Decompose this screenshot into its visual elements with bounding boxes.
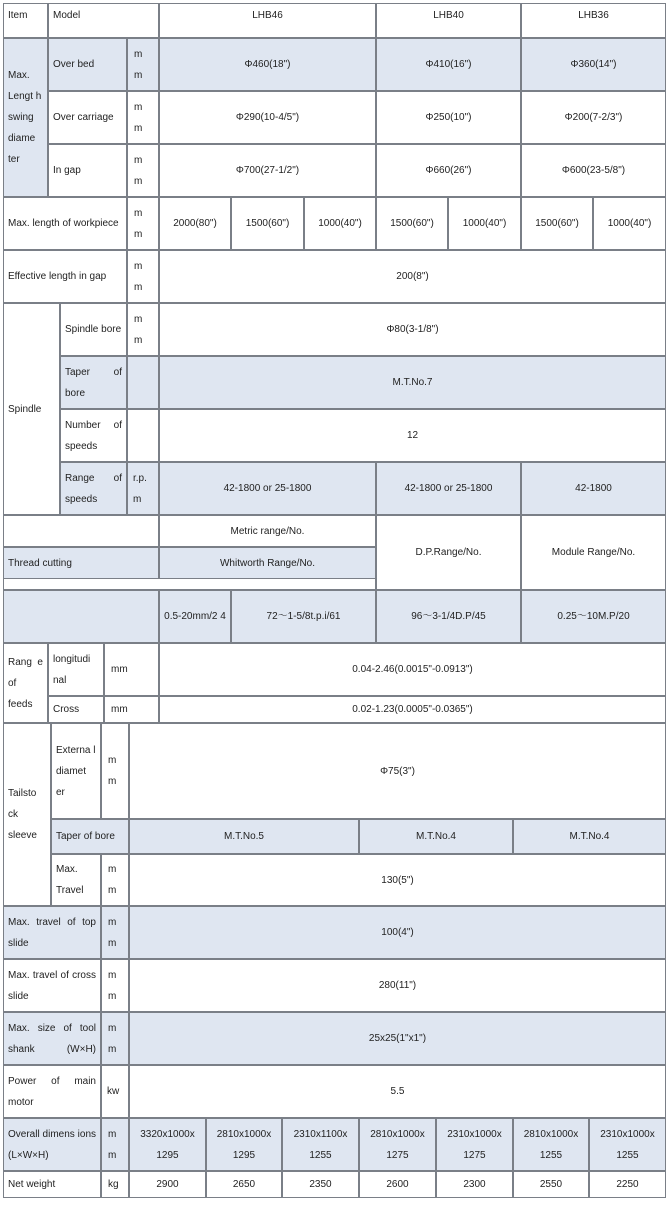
weight-val: 2900 [129, 1171, 206, 1198]
thread-module-label: Module Range/No. [521, 515, 666, 590]
feeds-long-label: longitudi nal [48, 643, 104, 696]
over-bed-lhb46: Φ460(18") [159, 38, 376, 91]
thread-whitworth-val: 72～1-5/8t.p.i/61 [231, 590, 376, 643]
swing-label: Max. Lengt h swing diame ter [3, 38, 48, 197]
tailstock-taper-label: Taper of bore [51, 819, 129, 854]
workpiece-unit: m m [127, 197, 159, 250]
spindle-range-lhb36: 42-1800 [521, 462, 666, 515]
tailstock-travel-label: Max. Travel [51, 854, 101, 906]
spindle-range-unit: r.p. m [127, 462, 159, 515]
spindle-range-lhb46: 42-1800 or 25-1800 [159, 462, 376, 515]
weight-val: 2300 [436, 1171, 513, 1198]
in-gap-unit: m m [127, 144, 159, 197]
over-carriage-lhb46: Φ290(10-4/5") [159, 91, 376, 144]
weight-val: 2650 [206, 1171, 282, 1198]
thread-dp-val: 96～3-1/4D.P/45 [376, 590, 521, 643]
dims-val: 3320x1000x 1295 [129, 1118, 206, 1171]
header-model: Model [48, 3, 159, 38]
workpiece-val: 1500(60") [376, 197, 448, 250]
header-lhb36: LHB36 [521, 3, 666, 38]
cross-slide-unit: m m [101, 959, 129, 1012]
over-carriage-lhb36: Φ200(7-2/3") [521, 91, 666, 144]
feeds-cross-val: 0.02-1.23(0.0005"-0.0365") [159, 696, 666, 723]
over-carriage-label: Over carriage [48, 91, 127, 144]
motor-label: Power of main motor [3, 1065, 101, 1118]
spindle-taper-unit [127, 356, 159, 409]
feeds-long-val: 0.04-2.46(0.0015"-0.0913") [159, 643, 666, 696]
gap-length-val: 200(8") [159, 250, 666, 303]
spindle-speeds-val: 12 [159, 409, 666, 462]
tailstock-label: Tailsto ck sleeve [3, 723, 51, 906]
thread-cutting-label: Thread cutting [3, 547, 159, 579]
workpiece-val: 1500(60") [231, 197, 304, 250]
dims-val: 2310x1000x 1255 [589, 1118, 666, 1171]
feeds-label: Rang e of feeds [3, 643, 48, 723]
thread-dp-label: D.P.Range/No. [376, 515, 521, 590]
spindle-taper-label: Taper of bore [60, 356, 127, 409]
dims-label: Overall dimens ions (L×W×H) [3, 1118, 101, 1171]
spindle-range-lhb40: 42-1800 or 25-1800 [376, 462, 521, 515]
over-carriage-unit: m m [127, 91, 159, 144]
top-slide-val: 100(4") [129, 906, 666, 959]
in-gap-lhb40: Φ660(26") [376, 144, 521, 197]
motor-unit: kw [101, 1065, 129, 1118]
spindle-label: Spindle [3, 303, 60, 515]
tailstock-taper-lhb46: M.T.No.5 [129, 819, 359, 854]
tailstock-ext-label: Externa l diamet er [51, 723, 101, 819]
thread-metric-val: 0.5-20mm/2 4 [159, 590, 231, 643]
feeds-cross-label: Cross [48, 696, 104, 723]
workpiece-val: 1000(40") [448, 197, 521, 250]
cross-slide-val: 280(11") [129, 959, 666, 1012]
dims-val: 2810x1000x 1275 [359, 1118, 436, 1171]
workpiece-val: 2000(80") [159, 197, 231, 250]
spindle-range-label: Range of speeds [60, 462, 127, 515]
header-lhb40: LHB40 [376, 3, 521, 38]
over-bed-unit: m m [127, 38, 159, 91]
spindle-bore-label: Spindle bore [60, 303, 127, 356]
spindle-bore-val: Φ80(3-1/8") [159, 303, 666, 356]
feeds-long-unit: mm [104, 643, 159, 696]
header-item: Item [3, 3, 48, 38]
in-gap-lhb46: Φ700(27-1/2") [159, 144, 376, 197]
in-gap-label: In gap [48, 144, 127, 197]
weight-unit: kg [101, 1171, 129, 1198]
in-gap-lhb36: Φ600(23-5/8") [521, 144, 666, 197]
dims-val: 2310x1000x 1275 [436, 1118, 513, 1171]
gap-length-unit: m m [127, 250, 159, 303]
tool-shank-val: 25x25(1"x1") [129, 1012, 666, 1065]
tailstock-ext-unit: m m [101, 723, 129, 819]
workpiece-val: 1000(40") [304, 197, 376, 250]
feeds-cross-unit: mm [104, 696, 159, 723]
spindle-speeds-label: Number of speeds [60, 409, 127, 462]
spindle-taper-val: M.T.No.7 [159, 356, 666, 409]
cross-slide-label: Max. travel of cross slide [3, 959, 101, 1012]
gap-length-label: Effective length in gap [3, 250, 127, 303]
dims-val: 2310x1100x 1255 [282, 1118, 359, 1171]
thread-spacer [3, 579, 376, 590]
over-bed-lhb40: Φ410(16") [376, 38, 521, 91]
thread-values-blank [3, 590, 159, 643]
dims-val: 2810x1000x 1295 [206, 1118, 282, 1171]
motor-val: 5.5 [129, 1065, 666, 1118]
thread-module-val: 0.25～10M.P/20 [521, 590, 666, 643]
workpiece-val: 1000(40") [593, 197, 666, 250]
tool-shank-label: Max. size of tool shank (W×H) [3, 1012, 101, 1065]
tailstock-travel-unit: m m [101, 854, 129, 906]
thread-metric-label: Metric range/No. [159, 515, 376, 547]
tool-shank-unit: m m [101, 1012, 129, 1065]
workpiece-label: Max. length of workpiece [3, 197, 127, 250]
header-lhb46: LHB46 [159, 3, 376, 38]
workpiece-val: 1500(60") [521, 197, 593, 250]
dims-val: 2810x1000x 1255 [513, 1118, 589, 1171]
over-carriage-lhb40: Φ250(10") [376, 91, 521, 144]
top-slide-label: Max. travel of top slide [3, 906, 101, 959]
spindle-bore-unit: m m [127, 303, 159, 356]
dims-unit: m m [101, 1118, 129, 1171]
over-bed-label: Over bed [48, 38, 127, 91]
tailstock-travel-val: 130(5") [129, 854, 666, 906]
top-slide-unit: m m [101, 906, 129, 959]
tailstock-taper-lhb36: M.T.No.4 [513, 819, 666, 854]
tailstock-taper-lhb40: M.T.No.4 [359, 819, 513, 854]
tailstock-ext-val: Φ75(3") [129, 723, 666, 819]
spindle-speeds-unit [127, 409, 159, 462]
weight-val: 2250 [589, 1171, 666, 1198]
weight-val: 2550 [513, 1171, 589, 1198]
over-bed-lhb36: Φ360(14") [521, 38, 666, 91]
weight-val: 2350 [282, 1171, 359, 1198]
weight-val: 2600 [359, 1171, 436, 1198]
thread-blank-top [3, 515, 159, 547]
weight-label: Net weight [3, 1171, 101, 1198]
thread-whitworth-label: Whitworth Range/No. [159, 547, 376, 579]
